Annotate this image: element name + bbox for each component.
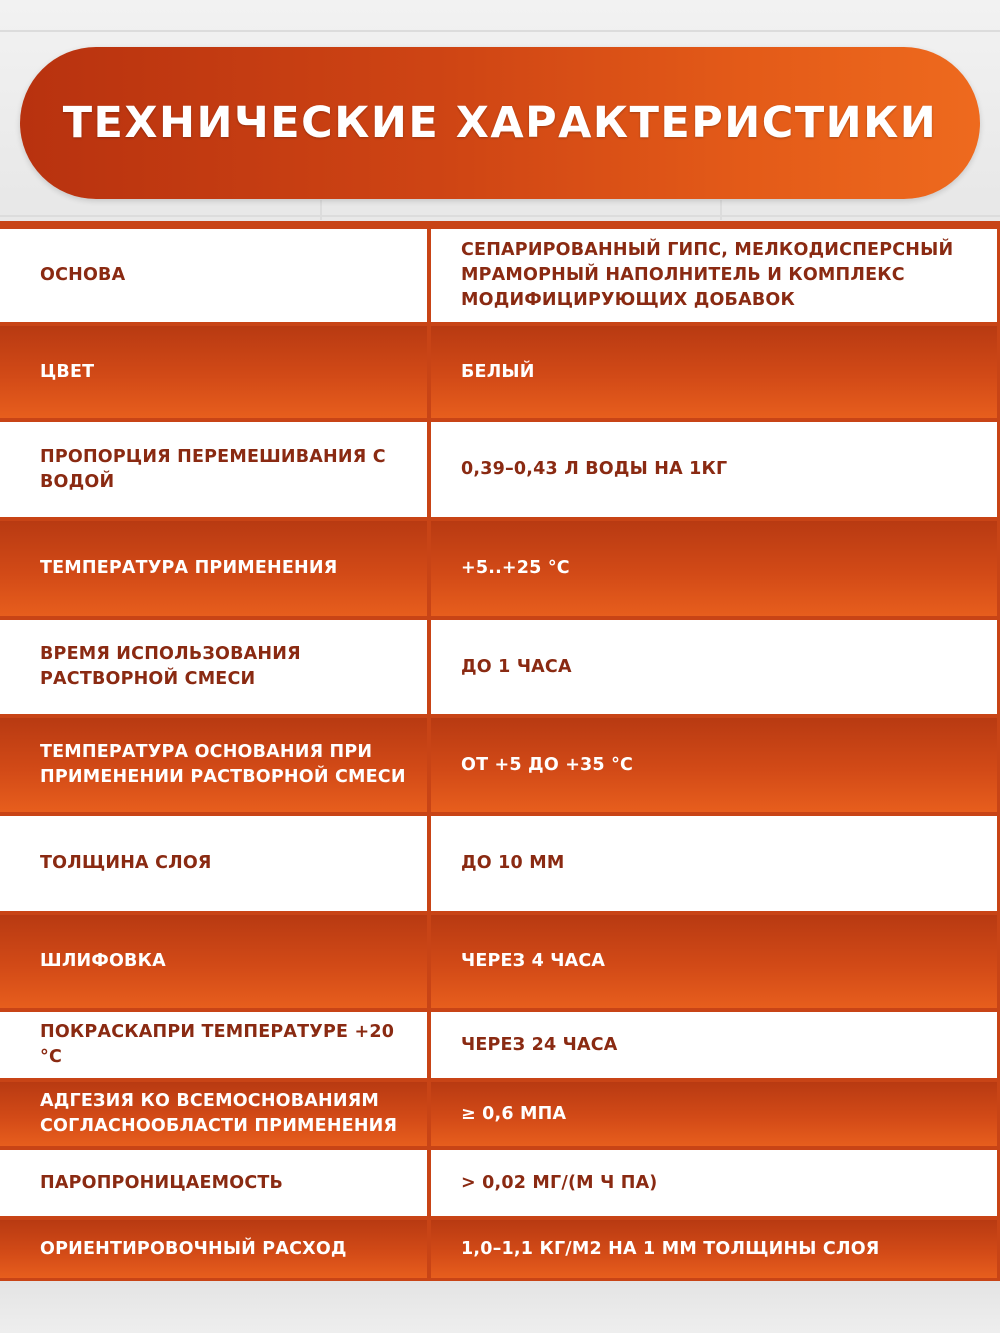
spec-label: ТОЛЩИНА СЛОЯ (0, 816, 427, 911)
spec-label: ПРОПОРЦИЯ ПЕРЕМЕШИВАНИЯ С ВОДОЙ (0, 422, 427, 517)
tile-grout-line (0, 30, 1000, 32)
spec-value: БЕЛЫЙ (431, 326, 997, 418)
table-row (0, 422, 1000, 517)
table-row (0, 1220, 1000, 1278)
spec-value: ОТ +5 ДО +35 °C (431, 718, 997, 812)
spec-value: ≥ 0,6 МПА (431, 1082, 997, 1146)
spec-value: ДО 10 ММ (431, 816, 997, 911)
title-banner (20, 47, 980, 199)
table-row (0, 229, 1000, 322)
spec-label: ТЕМПЕРАТУРА ОСНОВАНИЯ ПРИ ПРИМЕНЕНИИ РАСТВОРНОЙ СМЕСИ (0, 718, 427, 812)
spec-label: ПОКРАСКАПРИ ТЕМПЕРАТУРЕ +20 °C (0, 1012, 427, 1078)
spec-value: 0,39–0,43 Л ВОДЫ НА 1КГ (431, 422, 997, 517)
spec-label: ТЕМПЕРАТУРА ПРИМЕНЕНИЯ (0, 521, 427, 616)
spec-value: ДО 1 ЧАСА (431, 620, 997, 714)
spec-label: ВРЕМЯ ИСПОЛЬЗОВАНИЯ РАСТВОРНОЙ СМЕСИ (0, 620, 427, 714)
spec-value: СЕПАРИРОВАННЫЙ ГИПС, МЕЛКОДИСПЕРСНЫЙ МРАМОРНЫЙ НАПОЛНИТЕЛЬ И КОМПЛЕКС МОДИФИЦИРУЮЩИХ ДОБАВОК (431, 229, 997, 322)
spec-value: ЧЕРЕЗ 24 ЧАСА (431, 1012, 997, 1078)
spec-label: ШЛИФОВКА (0, 915, 427, 1008)
table-row (0, 915, 1000, 1008)
specs-table (0, 221, 1000, 1281)
spec-label: ОСНОВА (0, 229, 427, 322)
tile-grout-line (320, 200, 322, 220)
spec-value: > 0,02 МГ/(М Ч ПА) (431, 1150, 997, 1216)
page-title: ТЕХНИЧЕСКИЕ ХАРАКТЕРИСТИКИ (62, 98, 938, 148)
spec-label: ЦВЕТ (0, 326, 427, 418)
spec-label: АДГЕЗИЯ КО ВСЕМОСНОВАНИЯМ СОГЛАСНООБЛАСТИ ПРИМЕНЕНИЯ (0, 1082, 427, 1146)
spec-value: +5..+25 °C (431, 521, 997, 616)
spec-value: ЧЕРЕЗ 4 ЧАСА (431, 915, 997, 1008)
spec-value: 1,0–1,1 КГ/М2 НА 1 ММ ТОЛЩИНЫ СЛОЯ (431, 1220, 997, 1278)
table-row (0, 1012, 1000, 1078)
table-row (0, 1150, 1000, 1216)
table-row (0, 718, 1000, 812)
tile-grout-line (720, 200, 722, 220)
spec-label: ОРИЕНТИРОВОЧНЫЙ РАСХОД (0, 1220, 427, 1278)
table-row (0, 521, 1000, 616)
table-row (0, 620, 1000, 714)
tile-grout-line (0, 215, 1000, 217)
table-row (0, 1082, 1000, 1146)
table-row (0, 816, 1000, 911)
spec-label: ПАРОПРОНИЦАЕМОСТЬ (0, 1150, 427, 1216)
tile-wall-background (0, 1281, 1000, 1333)
table-row (0, 326, 1000, 418)
